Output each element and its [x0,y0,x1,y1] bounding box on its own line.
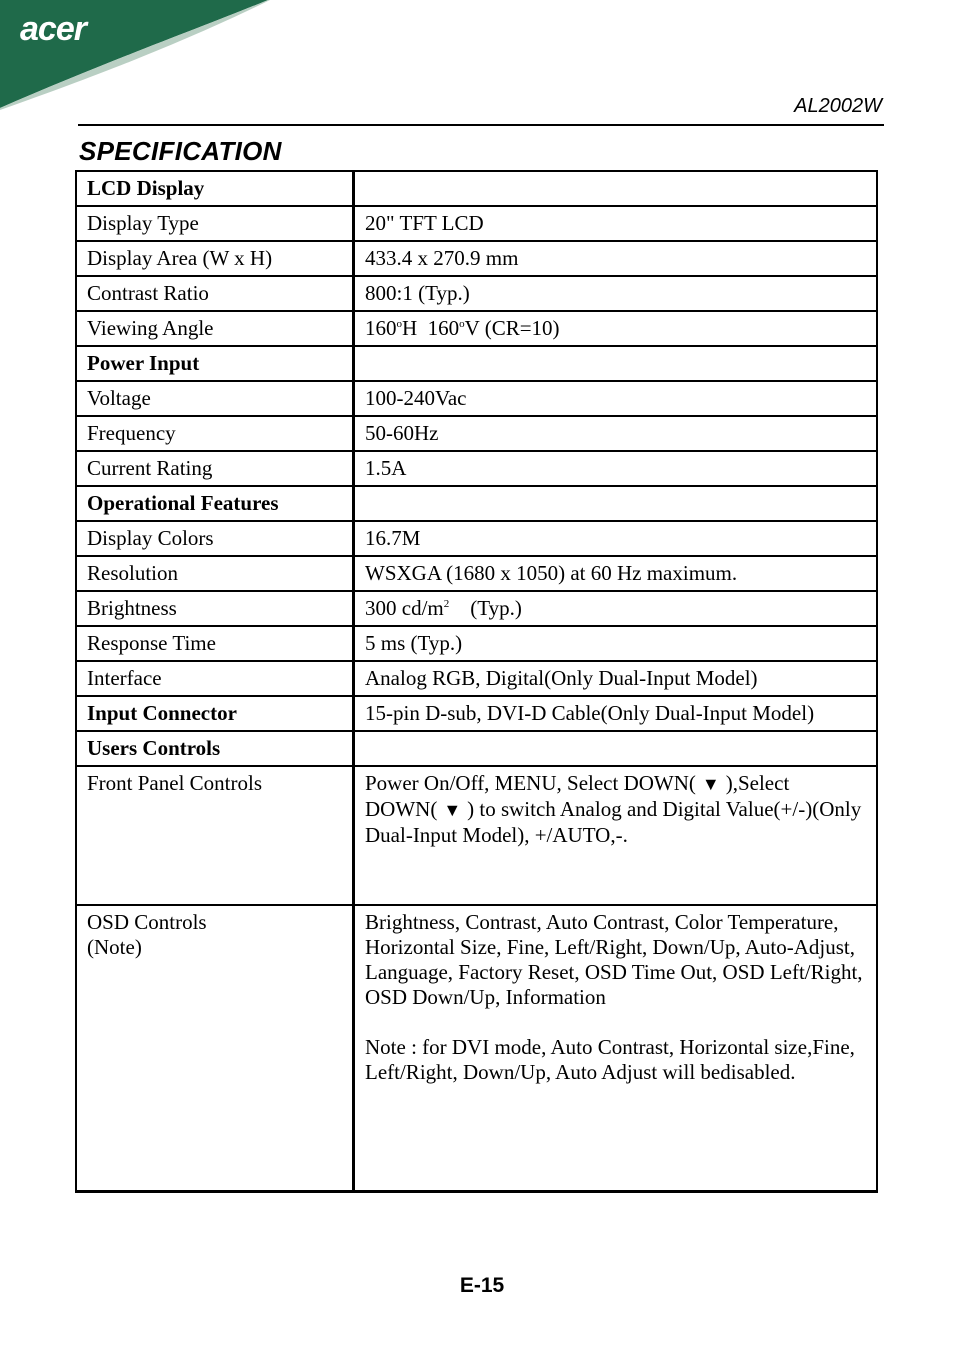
table-row [76,311,877,346]
spec-value: 50-60Hz [354,416,878,451]
table-row [76,381,877,416]
spec-label: Brightness [76,591,354,626]
table-row [76,171,877,206]
viewing-angle-v-unit: V (CR=10) [464,316,560,340]
osd-note: Note : for DVI mode, Auto Contrast, Horizontal size,Fine, Left/Right, Down/Up, Auto Adjust will bedisabled. [365,1035,855,1084]
table-row [76,731,877,766]
spec-label: Current Rating [76,451,354,486]
spec-label: Contrast Ratio [76,276,354,311]
spec-value [354,731,878,766]
table-row [76,766,877,905]
spec-value [354,486,878,521]
spec-label: Voltage [76,381,354,416]
brightness-value: 300 cd/m [365,596,444,620]
spec-value [354,591,878,626]
superscript-2: 2 [443,598,450,610]
spec-value: 20" TFT LCD [354,206,878,241]
header-divider [78,124,884,126]
spec-label: Viewing Angle [76,311,354,346]
spec-value: 800:1 (Typ.) [354,276,878,311]
page-number: E-15 [459,1274,505,1297]
model-number: AL2002W [794,95,882,117]
spec-value: 100-240Vac [354,381,878,416]
degree-mark: o [396,318,402,330]
spec-value: 5 ms (Typ.) [354,626,878,661]
table-row [76,905,877,1192]
spec-value [354,766,878,905]
acer-logo: acer [20,10,86,48]
front-panel-text: ) to switch Analog and Digital Value(+/-)(Only Dual-Input Model), +/AUTO,-. [365,797,862,847]
spec-label [76,905,354,1192]
spec-value [354,346,878,381]
degree-mark: o [459,318,465,330]
section-heading: Operational Features [76,486,354,521]
specification-table [75,170,878,1193]
table-row [76,206,877,241]
brightness-typ: (Typ.) [470,596,522,620]
spec-value: Analog RGB, Digital(Only Dual-Input Model) [354,661,878,696]
acer-logo-banner [0,0,270,110]
spec-value: WSXGA (1680 x 1050) at 60 Hz maximum. [354,556,878,591]
spec-label: Response Time [76,626,354,661]
spec-label: Display Colors [76,521,354,556]
spec-label: Display Type [76,206,354,241]
table-row [76,241,877,276]
table-row [76,521,877,556]
table-row [76,346,877,381]
spec-value [354,171,878,206]
spec-label: Front Panel Controls [76,766,354,905]
spec-value: 15-pin D-sub, DVI-D Cable(Only Dual-Input Model) [354,696,878,731]
osd-controls-list: Brightness, Contrast, Auto Contrast, Color Temperature, Horizontal Size, Fine, Left/Right, Down/Up, Auto-Adjust, Language, Factory Reset, OSD Time Out, OSD Left/Right, OSD Down/Up, Information [365,910,863,1009]
page-title: SPECIFICATION [79,136,282,166]
spec-value [354,905,878,1192]
table-row [76,556,877,591]
table-row [76,451,877,486]
spec-value [354,311,878,346]
spec-value: 1.5A [354,451,878,486]
front-panel-text: Power On/Off, MENU, Select DOWN( [365,771,696,795]
viewing-angle-h: 160 [365,316,397,340]
down-arrow-icon: ▼ [443,800,462,820]
down-arrow-icon: ▼ [701,774,720,794]
section-heading: Users Controls [76,731,354,766]
table-row [76,276,877,311]
section-heading: Power Input [76,346,354,381]
section-heading: LCD Display [76,171,354,206]
section-heading: Input Connector [76,696,354,731]
table-row [76,661,877,696]
spec-label: Interface [76,661,354,696]
spec-label: Resolution [76,556,354,591]
spec-value: 433.4 x 270.9 mm [354,241,878,276]
viewing-angle-h-unit: H [402,316,418,340]
table-row [76,486,877,521]
table-row [76,591,877,626]
table-row [76,416,877,451]
front-panel-text: ),Select DOWN( [365,771,790,821]
viewing-angle-v: 160 [427,316,460,340]
spec-label: Frequency [76,416,354,451]
osd-label: OSD Controls [87,910,207,934]
table-row [76,626,877,661]
osd-note-label: (Note) [87,935,142,959]
spec-value: 16.7M [354,521,878,556]
table-row [76,696,877,731]
spec-label: Display Area (W x H) [76,241,354,276]
